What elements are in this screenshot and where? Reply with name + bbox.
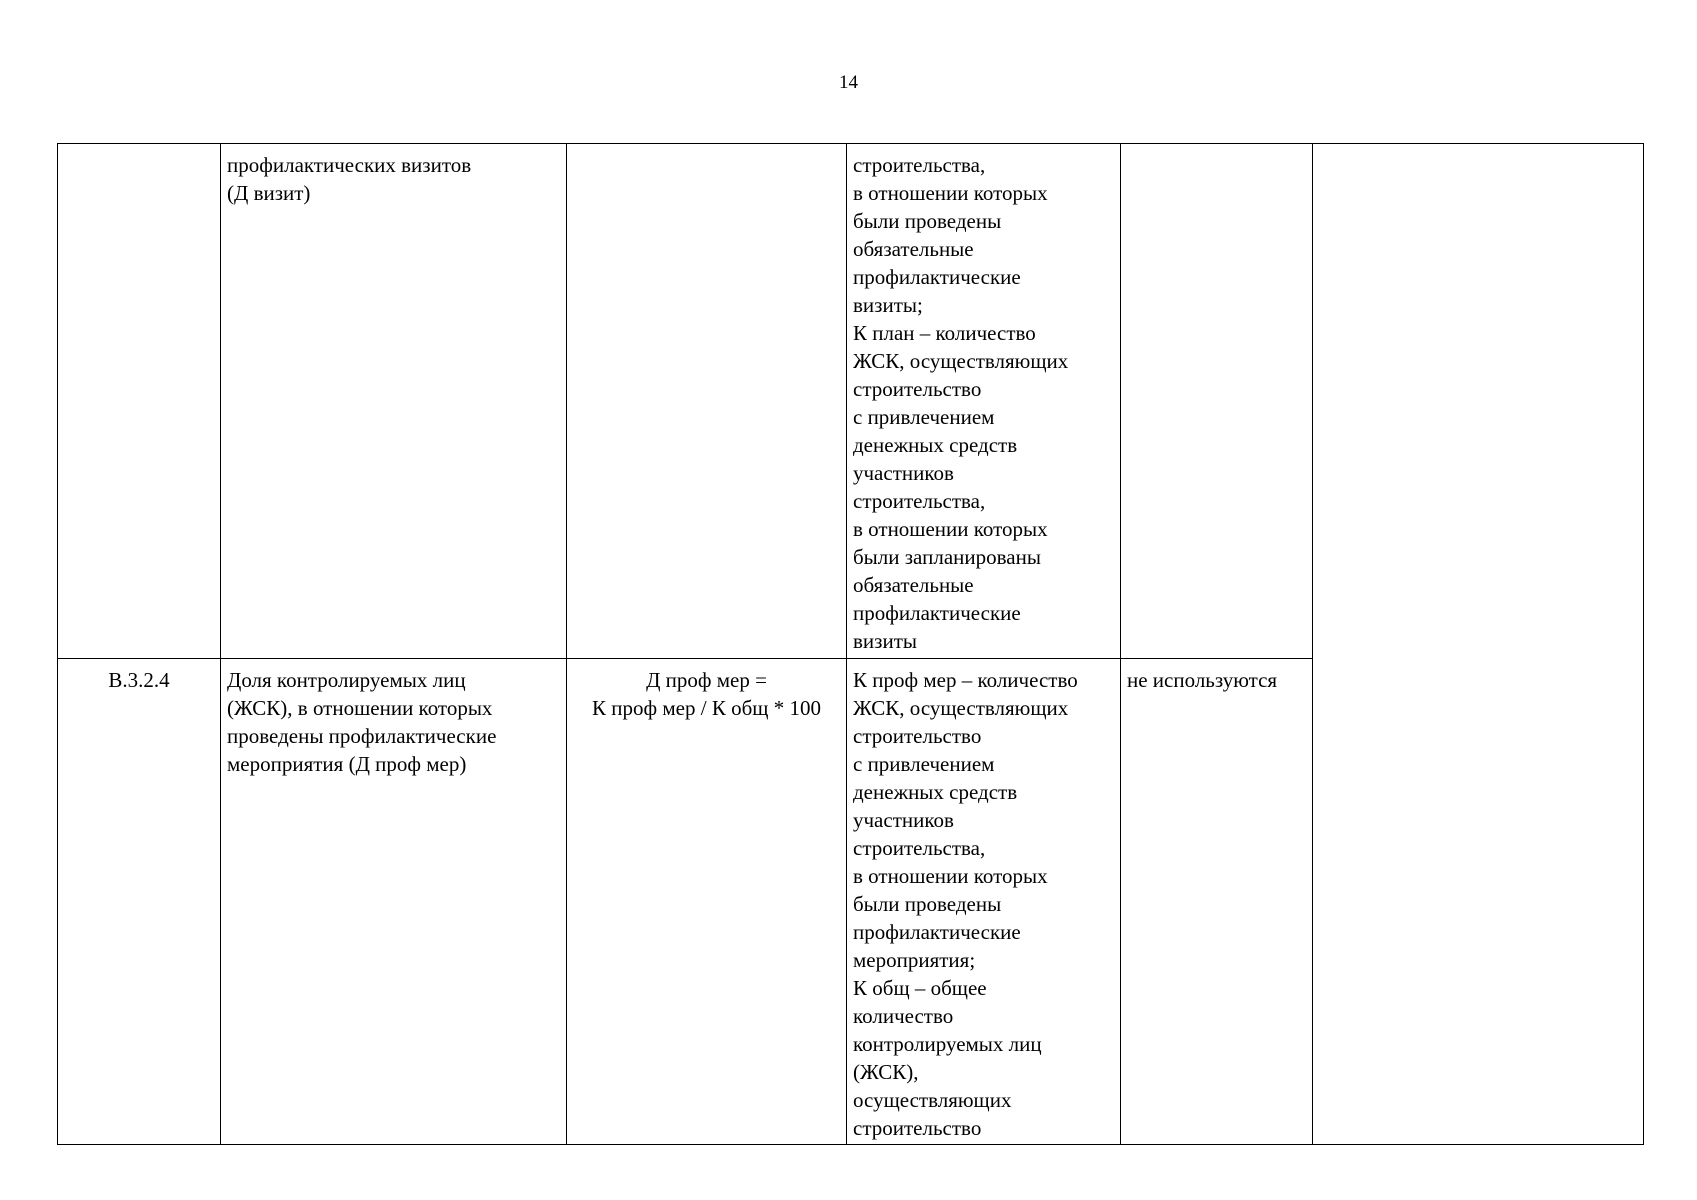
text-line: (ЖСК), в отношении которых [227,696,493,720]
text-line: строительства, [853,489,986,513]
text-line: мероприятия (Д проф мер) [227,752,467,776]
text-line: были проведены [853,892,1002,916]
cell-target [1121,144,1313,659]
page-number: 14 [839,72,858,93]
text-line: строительство [853,1116,982,1140]
text-line: визиты [853,629,917,653]
text-line: участников [853,808,954,832]
text-line: проведены профилактические [227,724,497,748]
text-line: строительства, [853,836,986,860]
cell-indicator-name [221,144,567,659]
cell-description [847,144,1121,659]
text-line: визиты; [853,293,923,317]
cell-formula [567,659,847,1145]
text-line: К проф мер – количество [853,668,1078,692]
text-line: в отношении которых [853,181,1048,205]
text-line: в отношении которых [853,864,1048,888]
cell-note [1313,144,1644,1145]
text-line: обязательные [853,237,974,261]
text-line: профилактические [853,265,1021,289]
text-line: с привлечением [853,405,995,429]
text-line: профилактических визитов [227,153,472,177]
cell-formula [567,144,847,659]
indicators-table [57,143,1644,1145]
text-line: К общ – общее [853,976,987,1000]
text-line: К план – количество [853,321,1036,345]
text-line: ЖСК, осуществляющих [853,696,1069,720]
text-line: денежных средств [853,433,1018,457]
text-line: (ЖСК), [853,1060,919,1084]
text-line: К проф мер / К общ * 100 [592,696,821,720]
text-line: Доля контролируемых лиц [227,668,466,692]
text-line: строительства, [853,153,986,177]
cell-description [847,659,1121,1145]
text-line: с привлечением [853,752,995,776]
text-line: ЖСК, осуществляющих [853,349,1069,373]
text-line: профилактические [853,920,1021,944]
text-line: в отношении которых [853,517,1048,541]
text-line: были проведены [853,209,1002,233]
cell-target: не используются [1121,659,1313,1145]
text-line: профилактические [853,601,1021,625]
text-line: были запланированы [853,545,1041,569]
text-line: контролируемых лиц [853,1032,1042,1056]
cell-indicator-name [221,659,567,1145]
text-line: (Д визит) [227,181,311,205]
text-line: денежных средств [853,780,1018,804]
text-line: количество [853,1004,954,1028]
text-line: участников [853,461,954,485]
text-line: Д проф мер = [646,668,767,692]
text-line: строительство [853,724,982,748]
text-line: обязательные [853,573,974,597]
text-line: осуществляющих [853,1088,1012,1112]
cell-code: В.3.2.4 [58,659,221,1145]
cell-code [58,144,221,659]
text-line: строительство [853,377,982,401]
table-row [58,144,1644,659]
text-line: мероприятия; [853,948,976,972]
